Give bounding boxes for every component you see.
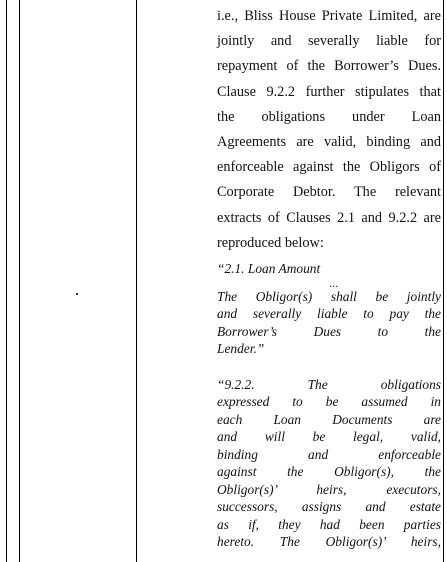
middle-column-marker	[76, 293, 78, 295]
column-divider-1	[19, 0, 20, 562]
quote-clause-9-2-2	[217, 376, 441, 551]
paragraph-line: jointly and severally liable for	[217, 33, 441, 50]
quote-line: against the Obligor(s), the	[217, 464, 441, 480]
quote-line: Lender.”	[217, 341, 265, 357]
paragraph-line: Corporate Debtor. The relevant	[217, 184, 441, 201]
table-border-left	[6, 0, 7, 562]
paragraph-line: i.e., Bliss House Private Limited, are	[217, 8, 441, 24]
quote-line: Borrower’s Dues to the	[217, 323, 441, 339]
quote-clause-2-1	[217, 260, 441, 358]
paragraph-line: the obligations under Loan	[217, 108, 441, 125]
quote-line: binding and enforceable	[217, 446, 441, 462]
quote-ellipsis: ...	[329, 275, 339, 290]
quote-line: hereto. The Obligor(s)’ heirs,	[217, 534, 441, 550]
quote-line: and will be legal, valid,	[217, 429, 441, 445]
quote-line: and severally liable to pay the	[217, 306, 441, 322]
quote-line: The Obligor(s) shall be jointly	[217, 288, 441, 304]
table-border-right	[443, 0, 444, 562]
quote-line: as if, they had been parties	[217, 516, 441, 532]
paragraph-line: enforceable against the Obligors of	[217, 159, 441, 176]
paragraph-line: extracts of Clauses 2.1 and 9.2.2 are	[217, 209, 441, 226]
paragraph-line: repayment of the Borrower’s Dues.	[217, 58, 441, 75]
table-cell-content	[217, 0, 441, 551]
main-paragraph	[217, 4, 441, 256]
quote-line: successors, assigns and estate	[217, 499, 441, 515]
quote-line: each Loan Documents are	[217, 411, 441, 427]
paragraph-line: reproduced below:	[217, 234, 324, 251]
quote-line: Obligor(s)’ heirs, executors,	[217, 481, 441, 497]
column-divider-2	[136, 0, 137, 562]
quote-heading: “2.1. Loan Amount	[217, 261, 321, 277]
paragraph-line: Agreements are valid, binding and	[217, 134, 441, 151]
quote-line: expressed to be assumed in	[217, 394, 441, 410]
quote-line: “9.2.2. The obligations	[217, 376, 441, 392]
paragraph-line: Clause 9.2.2 further stipulates that	[217, 83, 441, 100]
